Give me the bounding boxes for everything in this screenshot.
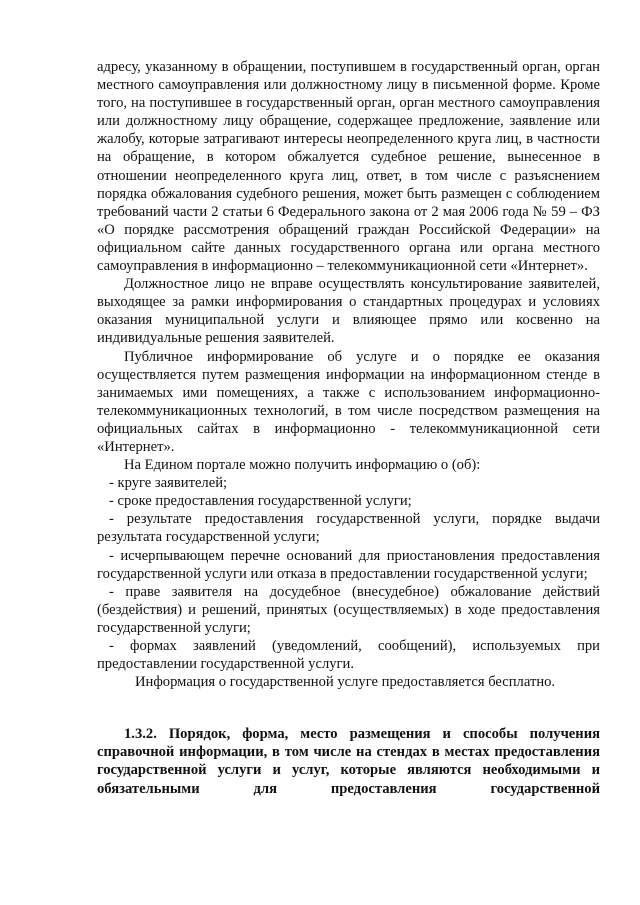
paragraph-response-publication: адресу, указанному в обращении, поступившем в государственный орган, орган местного самоуправления или должностному лицу в письменной форме. Кроме того, на поступившее в государственный орган, орган местного самоуправления или должностному лицу обращение, содержащее предложение, заявление или жалобу, которые затрагивают интересы неопределенного круга лиц, в частности на обращение, в котором обжалуется судебное решение, вынесенное в отношении неопределенного круга лиц, ответ, в том числе с разъяснением порядка обжалования судебного решения, может быть размещен с соблюдением требований части 2 статьи 6 Федерального закона от 2 мая 2006 года № 59 – ФЗ «О порядке рассмотрения обращений граждан Российской Федерации» на официальном сайте данных государственного органа или органа местного самоуправления в информационно – телекоммуникационной сети «Интернет». (97, 59, 600, 275)
paragraph-unified-portal-intro: На Едином портале можно получить информацию о (об): (124, 457, 481, 474)
list-item-refusal-grounds: - исчерпывающем перечне оснований для приостановления предоставления государственной услуги или отказа в предоставлении государственной услуги; (97, 547, 600, 582)
list-item-application-forms: - формах заявлений (уведомлений, сообщений), используемых при предоставлении государственной услуги. (97, 638, 600, 673)
list-item-service-result: - результате предоставления государственной услуги, порядке выдачи результата государственной услуги; (97, 511, 600, 546)
paragraph-official-consulting-limits: Должностное лицо не вправе осуществлять консультирование заявителей, выходящее за рамки информирования о стандартных процедурах и условиях оказания муниципальной услуги и влияющее прямо или косвенно на индивидуальные решения заявителей. (97, 276, 600, 347)
list-item-appeal-right: - праве заявителя на досудебное (внесудебное) обжалование действий (бездействия) и решений, принятых (осуществляемых) в ходе предоставления государственной услуги; (97, 583, 600, 636)
section-heading-1-3-2: 1.3.2. Порядок, форма, место размещения и способы получения справочной информации, в том числе на стендах в местах предоставления государственной услуги и услуг, которые являются необходимыми и обязательными для предоставления государственной (97, 726, 600, 797)
paragraph-free-information: Информация о государственной услуге предоставляется бесплатно. (135, 674, 556, 691)
paragraph-public-informing: Публичное информирование об услуге и о порядке ее оказания осуществляется путем размещения информации на информационном стенде в занимаемых ими помещениях, а также с использованием информационно-телекоммуникационных технологий, в том числе посредством размещения на официальных сайтах в информационно - телекоммуникационной сети «Интернет». (97, 348, 600, 455)
list-item-applicants: - круге заявителей; (109, 475, 228, 492)
document-page (97, 58, 600, 798)
list-item-service-term: - сроке предоставления государственной услуги; (109, 493, 412, 510)
